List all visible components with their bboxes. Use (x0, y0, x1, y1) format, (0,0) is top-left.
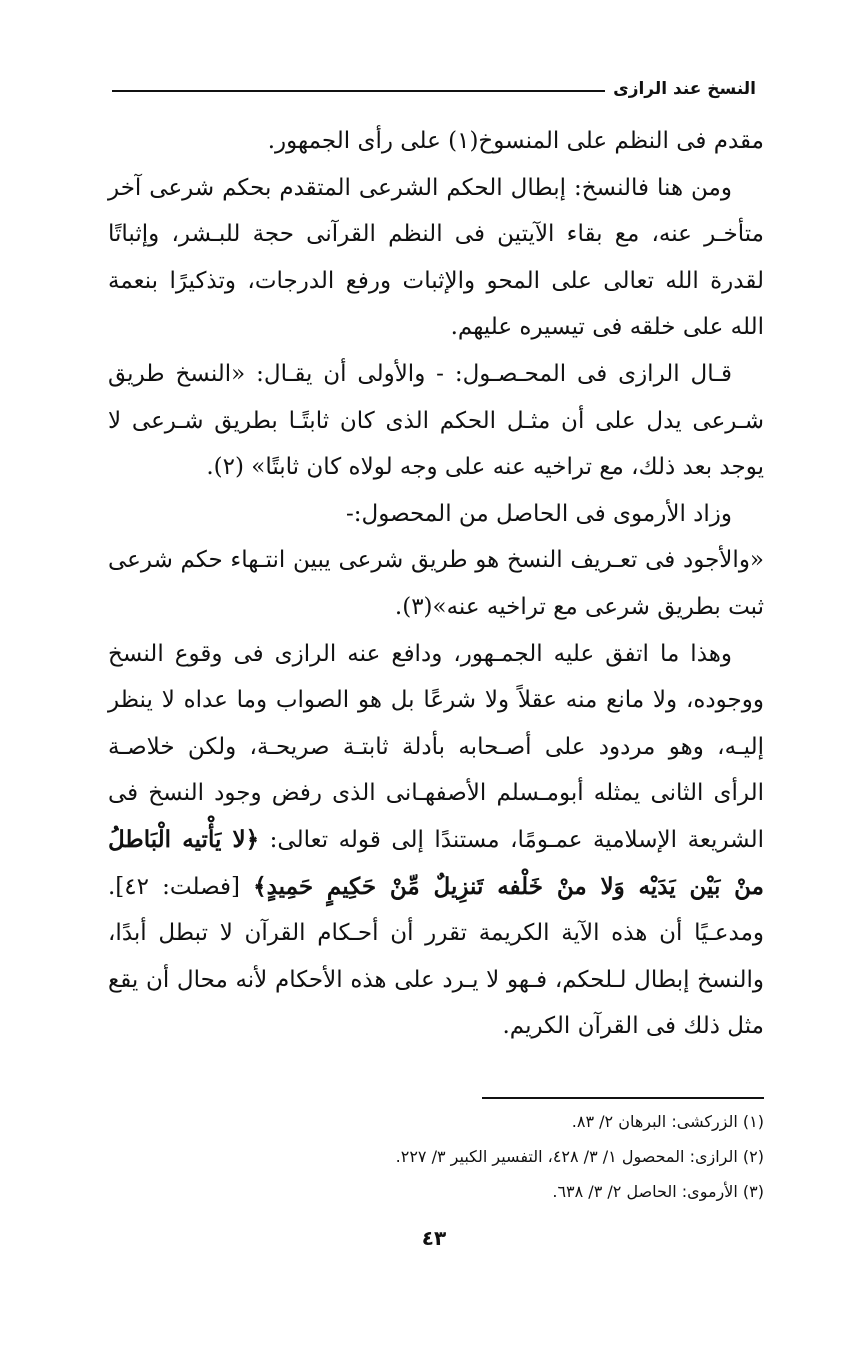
quran-verse: ﴿لا يَأْتيه الْبَاطلُ منْ بَيْن يَدَيْه وَلا منْ خَلْفه تَنزِيلٌ مِّنْ حَكِيمٍ حَمِيدٍ﴾ (108, 825, 764, 900)
paragraph-6 (108, 631, 764, 1050)
main-text (108, 118, 764, 1050)
footnote-separator (482, 1097, 764, 1099)
running-header-title: النسخ عند الرازى (613, 79, 756, 99)
paragraph-2: ومن هنا فالنسخ: إبطال الحكم الشرعى المتقدم بحكم شرعى آخر متأخـر عنه، مع بقاء الآيتين فى النظم القرآنى حجة للبـشر، وإثباتًا لقدرة الله تعالى على المحو والإثبات ورفع الدرجات، وتذكيرًا بنعمة الله على خلقه فى تيسيره عليهم. (108, 174, 764, 341)
paragraph-1: مقدم فى النظم على المنسوخ(١) على رأى الجمهور. (267, 128, 764, 154)
footnote-1: (١) الزركشى: البرهان ٢/ ٨٣. (571, 1112, 764, 1131)
header-rule (112, 90, 605, 92)
paragraph-5: «والأجود فى تعـريف النسخ هو طريق شرعى يبين انتـهاء حكم شرعى ثبت بطريق شرعى مع تراخيه عنه»(٣). (108, 547, 764, 620)
paragraph-4: وزاد الأرموى فى الحاصل من المحصول:- (345, 500, 732, 527)
paragraph-6-after: [فصلت: ٤٢]. ومدعـيًا أن هذه الآية الكريمة تقرر أن أحـكام القرآن لا تبطل أبدًا، والنسخ إبطال لـلحكم، فـهو لا يـرد على هذه الأحكام لأنه محال أن يقع مثل ذلك فى القرآن الكريم. (108, 873, 764, 1040)
paragraph-6-before: وهذا ما اتفق عليه الجمـهور، ودافع عنه الرازى فى وقوع النسخ ووجوده، ولا مانع منه عقلاً ولا شرعًا بل هو الصواب وما عداه لا ينظر إليـه، وهو مردود على أصـحابه بأدلة ثابتـة صريحـة، ولكن خلاصـة الرأى الثانى يمثله أبومـسلم الأصفهـانى الذى رفض وجود النسخ فى الشريعة الإسلامية عمـومًا، مستندًا إلى قوله تعالى: (108, 640, 764, 853)
footnotes (108, 1104, 764, 1209)
footnote-2: (٢) الرازى: المحصول ١/ ٣/ ٤٢٨، التفسير الكبير ٣/ ٢٢٧. (395, 1147, 764, 1166)
page-number: ٤٣ (421, 1226, 447, 1250)
running-header (112, 74, 756, 104)
footnote-3: (٣) الأرموى: الحاصل ٢/ ٣/ ٦٣٨. (552, 1182, 764, 1201)
paragraph-3: قـال الرازى فى المحـصـول: - والأولى أن يقـال: «النسخ طريق شـرعى يدل على أن مثـل الحكم الذى كان ثابتًـا بطريق شـرعى لا يوجد بعد ذلك، مع تراخيه عنه على وجه لولاه كان ثابتًا» (٢). (108, 360, 764, 481)
